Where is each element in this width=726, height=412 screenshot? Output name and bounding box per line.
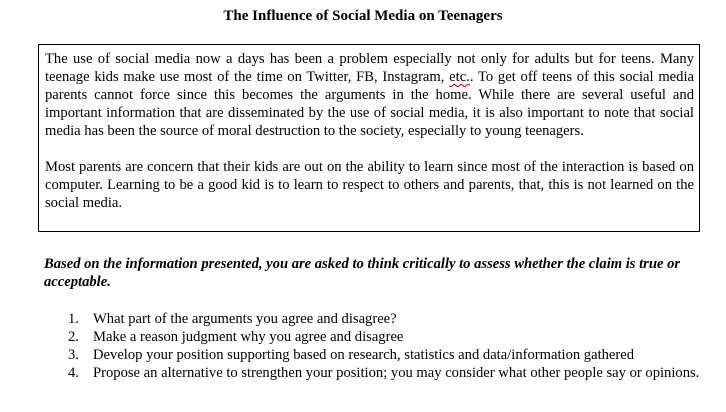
- assignment-prompt: Based on the information presented, you are asked to think critically to assess whether the claim is true or acceptable.: [44, 256, 681, 290]
- paragraph-1-text-end: . To get off teens of this social media parents cannot force since this becomes the arguments in the home. While there are several useful and important information that are disseminated by the use of social media, it is also important to note that social media has been the source of moral destruction to the society, especially to young teenagers.: [45, 69, 694, 139]
- paragraph-1-text-start: The use of social media now a days has been a problem especially not only for adults but for teens. Many teenage kids make use most of the time on Twitter, FB, Instagram,: [45, 51, 694, 85]
- question-text: Propose an alternative to strengthen your position; you may consider what other people say or opinions.: [93, 365, 700, 381]
- question-item: [44, 310, 704, 328]
- passage-paragraph-2: Most parents are concern that their kids are out on the ability to learn since most of the interaction is based on computer. Learning to be a good kid is to learn to respect to others and parents, that, this is not learned on the social media.: [45, 159, 694, 211]
- question-text: What part of the arguments you agree and disagree?: [93, 311, 397, 327]
- question-number: 3.: [68, 347, 79, 363]
- question-number: 4.: [68, 365, 79, 381]
- question-item: [44, 364, 704, 382]
- question-item: [44, 328, 704, 346]
- question-number: 1.: [68, 311, 79, 327]
- question-item: [44, 346, 704, 364]
- question-text: Develop your position supporting based on research, statistics and data/information gathered: [93, 347, 635, 363]
- question-text: Make a reason judgment why you agree and disagree: [93, 329, 404, 345]
- passage-paragraph-1: [45, 50, 694, 140]
- question-list: [44, 310, 704, 382]
- question-number: 2.: [68, 329, 79, 345]
- spellcheck-flagged-word[interactable]: etc.: [449, 69, 470, 85]
- document-title: The Influence of Social Media on Teenagers: [223, 8, 503, 24]
- passage-box: [38, 44, 700, 232]
